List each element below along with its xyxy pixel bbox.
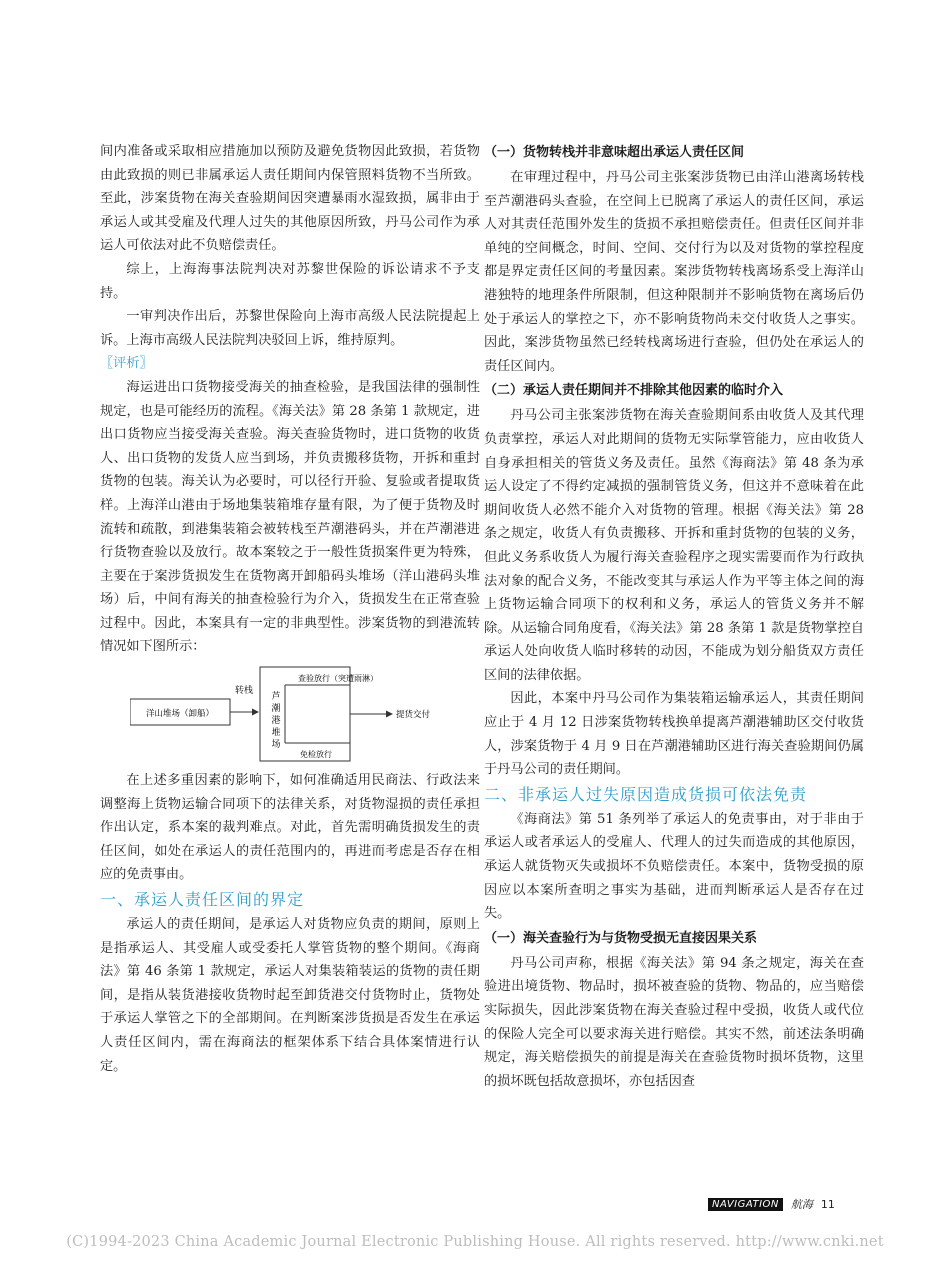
- luchao-yard-char: 场: [271, 740, 281, 751]
- body-paragraph: 因此，本案中丹马公司作为集装箱运输承运人，其责任期间应止于 4 月 12 日涉案货物转栈换单提离芦潮港辅助区交付收货人，涉案货物于 4 月 9 日在芦潮港辅助区进行海关查验期间仍属于丹马公司的责任期间。: [484, 691, 864, 778]
- journal-badge: NAVIGATION: [708, 1198, 783, 1211]
- delivery-label: 提货交付: [396, 710, 431, 721]
- body-paragraph: 一审判决作出后，苏黎世保险向上海市高级人民法院提起上诉。上海市高级人民法院判决驳回上诉，维持原判。: [100, 309, 480, 348]
- body-paragraph: 在审理过程中，丹马公司主张案涉货物已由洋山港离场转栈至芦潮港码头查验，在空间上已脱离了承运人的责任区间，承运人对其责任范围外发生的货损不承担赔偿责任。但责任区间并非单纯的空间概念，时间、空间、交付行为以及对货物的掌控程度都是界定责任区间的考量因素。案涉货物转栈离场系受上海洋山港独特的地理条件所限制，但这种限制并不影响货物在离场后仍处于承运人的掌控之下，亦不影响货物尚未交付收货人之事实。因此，案涉货物虽然已经转栈离场进行查验，但仍处在承运人的责任区间内。: [484, 170, 864, 374]
- yangshan-yard-label: 洋山堆场（卸船）: [145, 709, 215, 720]
- page-number: 11: [820, 1197, 835, 1211]
- copyright-watermark: (C)1994-2023 China Academic Journal Electronic Publishing House. All rights reserved. http://www.cnki.net: [66, 1234, 884, 1250]
- subsection-heading: （一）海关查验行为与货物受损无直接因果关系: [484, 930, 758, 946]
- analysis-label: 〖评析〗: [100, 356, 153, 372]
- body-paragraph: 承运人的责任期间，是承运人对货物应负责的期间，原则上是指承运人、其受雇人或受委托人掌管货物的整个期间。《海商法》第 46 条第 1 款规定，承运人对集装箱装运的货物的责任期间，是指从装货港接收货物时起至卸货港交付货物时止，货物处于承运人掌管之下的全部期间。在判断案涉货损是否发生在承运人责任区间内，需在海商法的框架体系下结合具体案情进行认定。: [100, 917, 480, 1074]
- body-paragraph: 海运进出口货物接受海关的抽查检验，是我国法律的强制性规定，也是可能经历的流程。《海关法》第 28 条第 1 款规定，进出口货物应当接受海关查验。海关查验货物时，进口货物的收货人、出口货物的发货人应当到场，并负责搬移货物，开拆和重封货物的包装。海关认为必要时，可以径行开验、复验或者提取货样。上海洋山港由于场地集装箱堆存量有限，为了便于货物及时流转和疏散，到港集装箱会被转栈至芦潮港码头，并在芦潮港进行货物查验以及放行。故本案较之于一般性货损案件更为特殊，主要在于案涉货损发生在货物离开卸船码头堆场（洋山港码头堆场）后，中间有海关的抽查检验行为介入，货损发生在正常查验过程中。因此，本案具有一定的非典型性。涉案货物的到港流转情况如下图所示：: [100, 379, 480, 655]
- section-heading: 一、承运人责任区间的界定: [100, 890, 305, 910]
- body-paragraph: 丹马公司声称，根据《海关法》第 94 条之规定，海关在查验进出境货物、物品时，损坏被查验的货物、物品的，应当赔偿实际损失，因此涉案货物在海关查验过程中受损，收货人或代位的保险人完全可以要求海关进行赔偿。其实不然，前述法条明确规定，海关赔偿损失的前提是海关在查验货物时损坏货物，这里的损坏既包括故意损坏，亦包括因查: [484, 955, 864, 1089]
- body-paragraph: 丹马公司主张案涉货物在海关查验期间系由收货人及其代理负责掌控，承运人对此期间的货物无实际掌管能力，应由收货人自身承担相关的管货义务及责任。虽然《海商法》第 48 条为承运人设定了不得约定减损的强制管货义务，但这并不意味着在此期间收货人必然不能介入对货物的管理。根据《海关法》第 28 条之规定，收货人有负责搬移、开拆和重封货物的包装的义务，但此义务系收货人为履行海关查验程序之现实需要而作为行政执法对象的配合义务，不能改变其与承运人作为平等主体之间的海上货物运输合同项下的权利和义务，承运人的管货义务并不解除。从运输合同角度看，《海关法》第 28 条第 1 款是货物掌控自承运人处向收货人临时移转的动因，不能成为划分船货双方责任区间的法律依据。: [484, 408, 864, 683]
- luchao-yard-char: 芦: [271, 692, 281, 703]
- body-paragraph: 在上述多重因素的影响下，如何准确适用民商法、行政法来调整海上货物运输合同项下的法律关系，对货物湿损的责任承担作出认定，系本案的裁判难点。对此，首先需明确货损发生的责任区间，如处在承运人的责任范围内的，再进而考虑是否存在相应的免责事由。: [100, 773, 480, 883]
- section-heading: 二、非承运人过失原因造成货损可依法免责: [484, 784, 808, 804]
- body-paragraph: 《海商法》第 51 条列举了承运人的免责事由，对于非由于承运人或者承运人的受雇人、代理人的过失而造成的其他原因，承运人就货物灭失或损坏不负赔偿责任。本案中，货物受损的原因应以本案所查明之事实为基础，进而判断承运人是否存在过失。: [484, 811, 864, 922]
- page-footer: [708, 1196, 835, 1212]
- transfer-label: 转栈: [234, 686, 254, 697]
- left-column: [100, 140, 480, 1078]
- inspection-label: 查验放行（突遭雨淋）: [298, 674, 378, 684]
- luchao-yard-char: 潮: [271, 704, 281, 715]
- luchao-yard-char: 堆: [271, 728, 281, 739]
- right-column: [484, 140, 864, 1093]
- body-paragraph: 综上，上海海事法院判决对苏黎世保险的诉讼请求不予支持。: [100, 261, 480, 301]
- luchao-yard-char: 港: [271, 716, 281, 727]
- body-paragraph: 间内准备或采取相应措施加以预防及避免货物因此致损，若货物由此致损的则已非属承运人责任期间内保管照料货物不当所致。至此，涉案货物在海关查验期间因突遭暴雨水湿致损，属非由于承运人或其受雇及代理人过失的其他原因所致，丹马公司作为承运人可依法对此不负赔偿责任。: [100, 144, 480, 254]
- subsection-heading: （二）承运人责任期间并不排除其他因素的临时介入: [484, 383, 784, 399]
- cargo-flow-diagram: [130, 665, 460, 763]
- subsection-heading: （一）货物转栈并非意味超出承运人责任区间: [484, 145, 745, 160]
- exempt-label: 免检放行: [300, 750, 332, 760]
- journal-name: 航海: [790, 1198, 813, 1211]
